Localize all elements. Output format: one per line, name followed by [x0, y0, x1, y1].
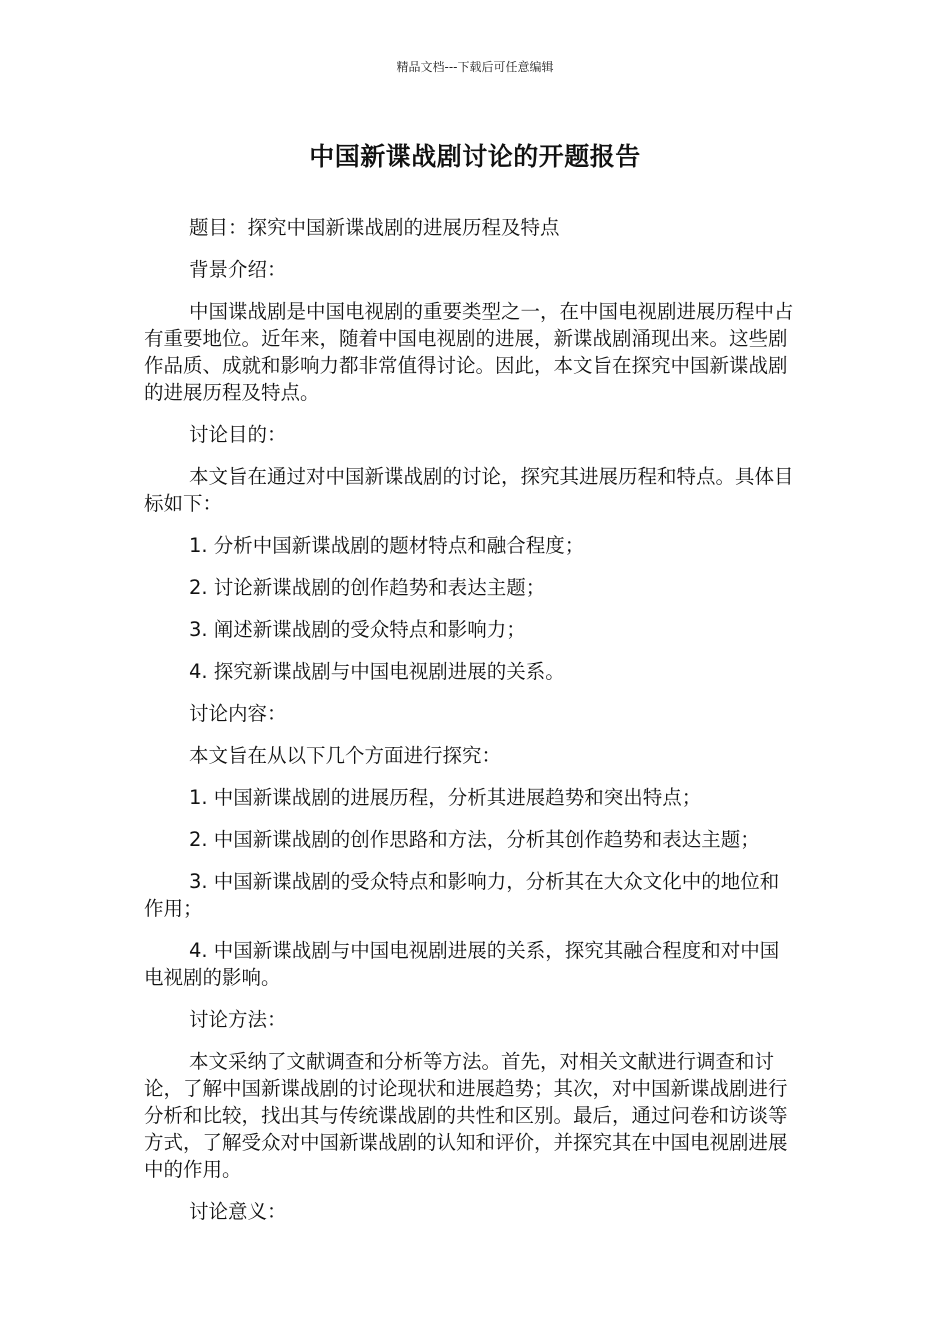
- document-title: 中国新谍战剧讨论的开题报告: [309, 142, 641, 171]
- content-item: 1. 中国新谍战剧的进展历程，分析其进展趋势和突出特点；: [189, 786, 702, 809]
- section-heading-purpose: 讨论目的：: [189, 423, 287, 446]
- content-item: 2. 中国新谍战剧的创作思路和方法，分析其创作趋势和表达主题；: [189, 828, 760, 851]
- background-paragraph: 中国谍战剧是中国电视剧的重要类型之一，在中国电视剧进展历程中占有重要地位。近年来，随着中国电视剧的进展，新谍战剧涌现出来。这些剧作品质、成就和影响力都非常值得讨论。因此，本文旨在探究中国新谍战剧的进展历程及特点。: [144, 300, 794, 404]
- document-body: [144, 214, 798, 1240]
- method-paragraph: 本文采纳了文献调查和分析等方法。首先，对相关文献进行调查和讨论，了解中国新谍战剧的讨论现状和进展趋势；其次，对中国新谍战剧进行分析和比较，找出其与传统谍战剧的共性和区别。最后，通过问卷和访谈等方式，了解受众对中国新谍战剧的认知和评价，并探究其在中国电视剧进展中的作用。: [144, 1050, 788, 1181]
- purpose-item: 1. 分析中国新谍战剧的题材特点和融合程度；: [189, 534, 585, 557]
- section-heading-content: 讨论内容：: [189, 702, 287, 725]
- section-heading-background: 背景介绍：: [189, 258, 287, 281]
- section-heading-significance: 讨论意义：: [189, 1200, 287, 1223]
- purpose-item: 3. 阐述新谍战剧的受众特点和影响力；: [189, 618, 526, 641]
- section-heading-method: 讨论方法：: [189, 1008, 287, 1031]
- content-item: 4. 中国新谍战剧与中国电视剧进展的关系，探究其融合程度和对中国电视剧的影响。: [144, 939, 780, 989]
- content-intro: 本文旨在从以下几个方面进行探究：: [189, 744, 502, 767]
- content-item: 3. 中国新谍战剧的受众特点和影响力，分析其在大众文化中的地位和作用；: [144, 870, 780, 920]
- purpose-item: 2. 讨论新谍战剧的创作趋势和表达主题；: [189, 576, 546, 599]
- purpose-paragraph: 本文旨在通过对中国新谍战剧的讨论，探究其进展历程和特点。具体目标如下：: [144, 465, 794, 515]
- topic-line: 题目：探究中国新谍战剧的进展历程及特点: [189, 216, 560, 239]
- header-note: 精品文档---下载后可任意编辑: [396, 60, 554, 74]
- purpose-item: 4. 探究新谍战剧与中国电视剧进展的关系。: [189, 660, 565, 683]
